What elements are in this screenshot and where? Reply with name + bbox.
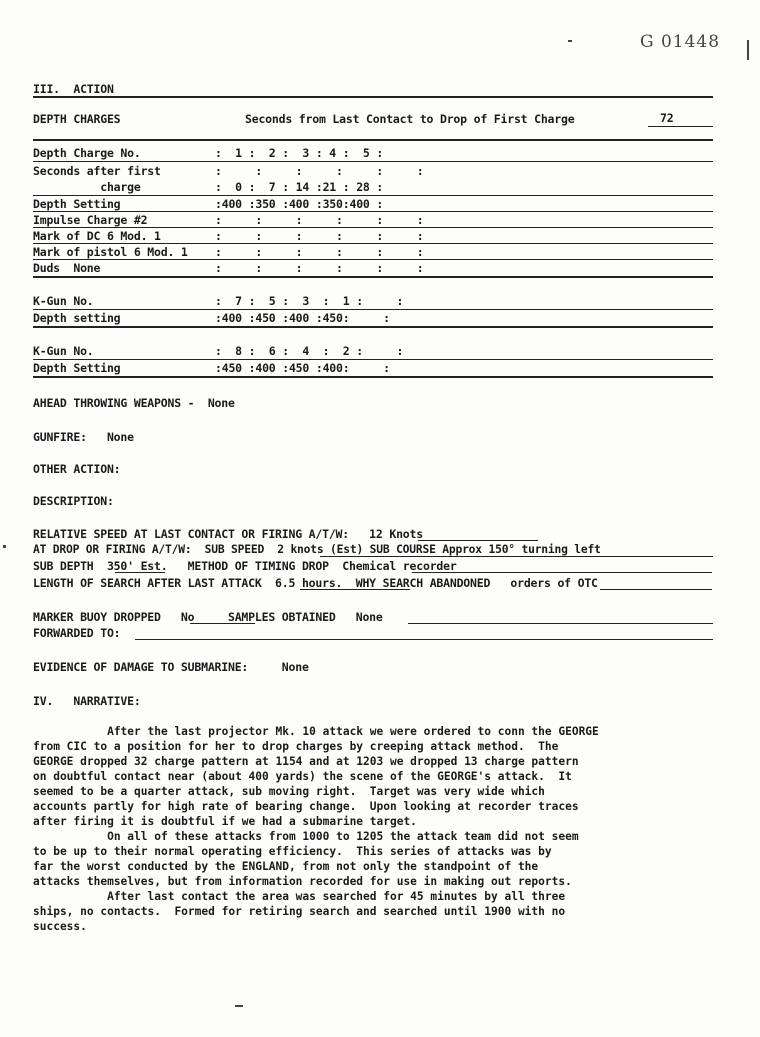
rule bbox=[33, 161, 713, 162]
narrative-line: success. bbox=[33, 920, 87, 933]
row-cells: : 1 : 2 : 3 : 4 : 5 : bbox=[215, 146, 384, 160]
rule bbox=[190, 623, 255, 624]
row-label: Mark of pistol 6 Mod. 1 bbox=[33, 245, 188, 259]
other-action-label: OTHER ACTION: bbox=[33, 462, 121, 476]
row-label: Depth Setting bbox=[33, 197, 121, 211]
rule bbox=[33, 139, 713, 141]
row-cells: : : : : : : bbox=[215, 245, 424, 259]
row-cells: : : : : : : bbox=[215, 213, 424, 227]
row-cells: :400 :350 :400 :350:400 : bbox=[215, 197, 384, 211]
narrative-line: after firing it is doubtful if we had a submarine target. bbox=[33, 815, 417, 828]
seconds-to-drop-value: 72 bbox=[660, 111, 674, 125]
row-cells: : 8 : 6 : 4 : 2 : : bbox=[215, 344, 404, 358]
row-label: Impulse Charge #2 bbox=[33, 213, 148, 227]
row-label: Duds None bbox=[33, 261, 101, 275]
rule bbox=[300, 589, 410, 590]
marker-buoy-line: MARKER BUOY DROPPED No SAMPLES OBTAINED None bbox=[33, 610, 383, 624]
rule bbox=[33, 227, 713, 228]
seconds-to-drop-label: Seconds from Last Contact to Drop of First Charge bbox=[245, 112, 575, 126]
narrative-line: accounts partly for high rate of bearing change. Upon looking at recorder traces bbox=[33, 800, 579, 813]
narrative-line: After last contact the area was searched for 45 minutes by all three bbox=[33, 890, 566, 903]
depth-charges-label: DEPTH CHARGES bbox=[33, 112, 121, 126]
scan-speck bbox=[3, 545, 6, 548]
narrative-line: ships, no contacts. Formed for retiring search and searched until 1900 with no bbox=[33, 905, 566, 918]
sub-depth-line: SUB DEPTH 350' Est. METHOD OF TIMING DROP Chemical recorder bbox=[33, 559, 457, 573]
row-cells: : 0 : 7 : 14 :21 : 28 : bbox=[215, 180, 384, 194]
row-cells: : : : : : : bbox=[215, 261, 424, 275]
rule bbox=[418, 540, 538, 541]
narrative-line: from CIC to a position for her to drop charges by creeping attack method. The bbox=[33, 740, 559, 753]
document-number: G 01448 bbox=[640, 32, 721, 52]
row-label: Depth Setting bbox=[33, 361, 121, 375]
rule bbox=[135, 639, 713, 640]
narrative-line: on doubtful contact near (about 400 yards) the scene of the GEORGE's attack. It bbox=[33, 770, 572, 783]
row-label: K-Gun No. bbox=[33, 344, 94, 358]
rule bbox=[33, 259, 713, 260]
description-label: DESCRIPTION: bbox=[33, 494, 114, 508]
rule bbox=[408, 623, 713, 624]
evidence-of-damage-line: EVIDENCE OF DAMAGE TO SUBMARINE: None bbox=[33, 660, 309, 674]
rule bbox=[115, 572, 165, 573]
section-heading-narrative: IV. NARRATIVE: bbox=[33, 694, 141, 708]
rule bbox=[33, 276, 713, 278]
rule bbox=[33, 326, 713, 328]
row-label: Depth setting bbox=[33, 311, 121, 325]
rule bbox=[648, 126, 713, 127]
rule bbox=[33, 243, 713, 244]
row-cells: :450 :400 :450 :400: : bbox=[215, 361, 390, 375]
forwarded-to-line: FORWARDED TO: bbox=[33, 626, 121, 640]
ahead-throwing-weapons: AHEAD THROWING WEAPONS - None bbox=[33, 396, 235, 410]
rule bbox=[600, 589, 712, 590]
sub-speed-line: AT DROP OR FIRING A/T/W: SUB SPEED 2 knots (Est) SUB COURSE Approx 150° turning left bbox=[33, 543, 601, 556]
narrative-line: After the last projector Mk. 10 attack we were ordered to conn the GEORGE bbox=[33, 725, 599, 738]
row-cells: : : : : : : bbox=[215, 229, 424, 243]
row-label: Mark of DC 6 Mod. 1 bbox=[33, 229, 161, 243]
row-cells: : 7 : 5 : 3 : 1 : : bbox=[215, 294, 404, 308]
rule bbox=[33, 359, 713, 360]
narrative-line: GEORGE dropped 32 charge pattern at 1154 and at 1203 we dropped 13 charge pattern bbox=[33, 755, 579, 768]
rule bbox=[320, 556, 713, 557]
section-heading-action: III. ACTION bbox=[33, 82, 114, 96]
rule bbox=[412, 572, 712, 573]
rule bbox=[33, 195, 713, 196]
rule bbox=[33, 211, 713, 212]
length-of-search-line: LENGTH OF SEARCH AFTER LAST ATTACK 6.5 hours. WHY SEARCH ABANDONED orders of OTC bbox=[33, 576, 598, 590]
relative-speed-line: RELATIVE SPEED AT LAST CONTACT OR FIRING A/T/W: 12 Knots bbox=[33, 527, 423, 541]
row-label: K-Gun No. bbox=[33, 294, 94, 308]
rule bbox=[33, 309, 713, 310]
scan-mark bbox=[747, 40, 749, 60]
narrative-line: to be up to their normal operating efficiency. This series of attacks was by bbox=[33, 845, 552, 858]
narrative-line: far the worst conducted by the ENGLAND, from not only the standpoint of the bbox=[33, 860, 539, 873]
rule bbox=[33, 376, 713, 378]
row-cells: :400 :450 :400 :450: : bbox=[215, 311, 390, 325]
narrative-line: On all of these attacks from 1000 to 1205 the attack team did not seem bbox=[33, 830, 579, 843]
rule bbox=[33, 96, 713, 98]
narrative-line: seemed to be a quarter attack, sub moving right. Target was very wide which bbox=[33, 785, 545, 798]
row-label: charge bbox=[33, 180, 141, 194]
narrative-line: attacks themselves, but from information recorded for use in making out reports. bbox=[33, 875, 572, 888]
row-label: Seconds after first bbox=[33, 164, 161, 178]
row-cells: : : : : : : bbox=[215, 164, 424, 178]
scan-speck bbox=[568, 40, 572, 42]
scan-speck bbox=[235, 1005, 243, 1007]
gunfire-line: GUNFIRE: None bbox=[33, 430, 134, 444]
row-label: Depth Charge No. bbox=[33, 146, 141, 160]
